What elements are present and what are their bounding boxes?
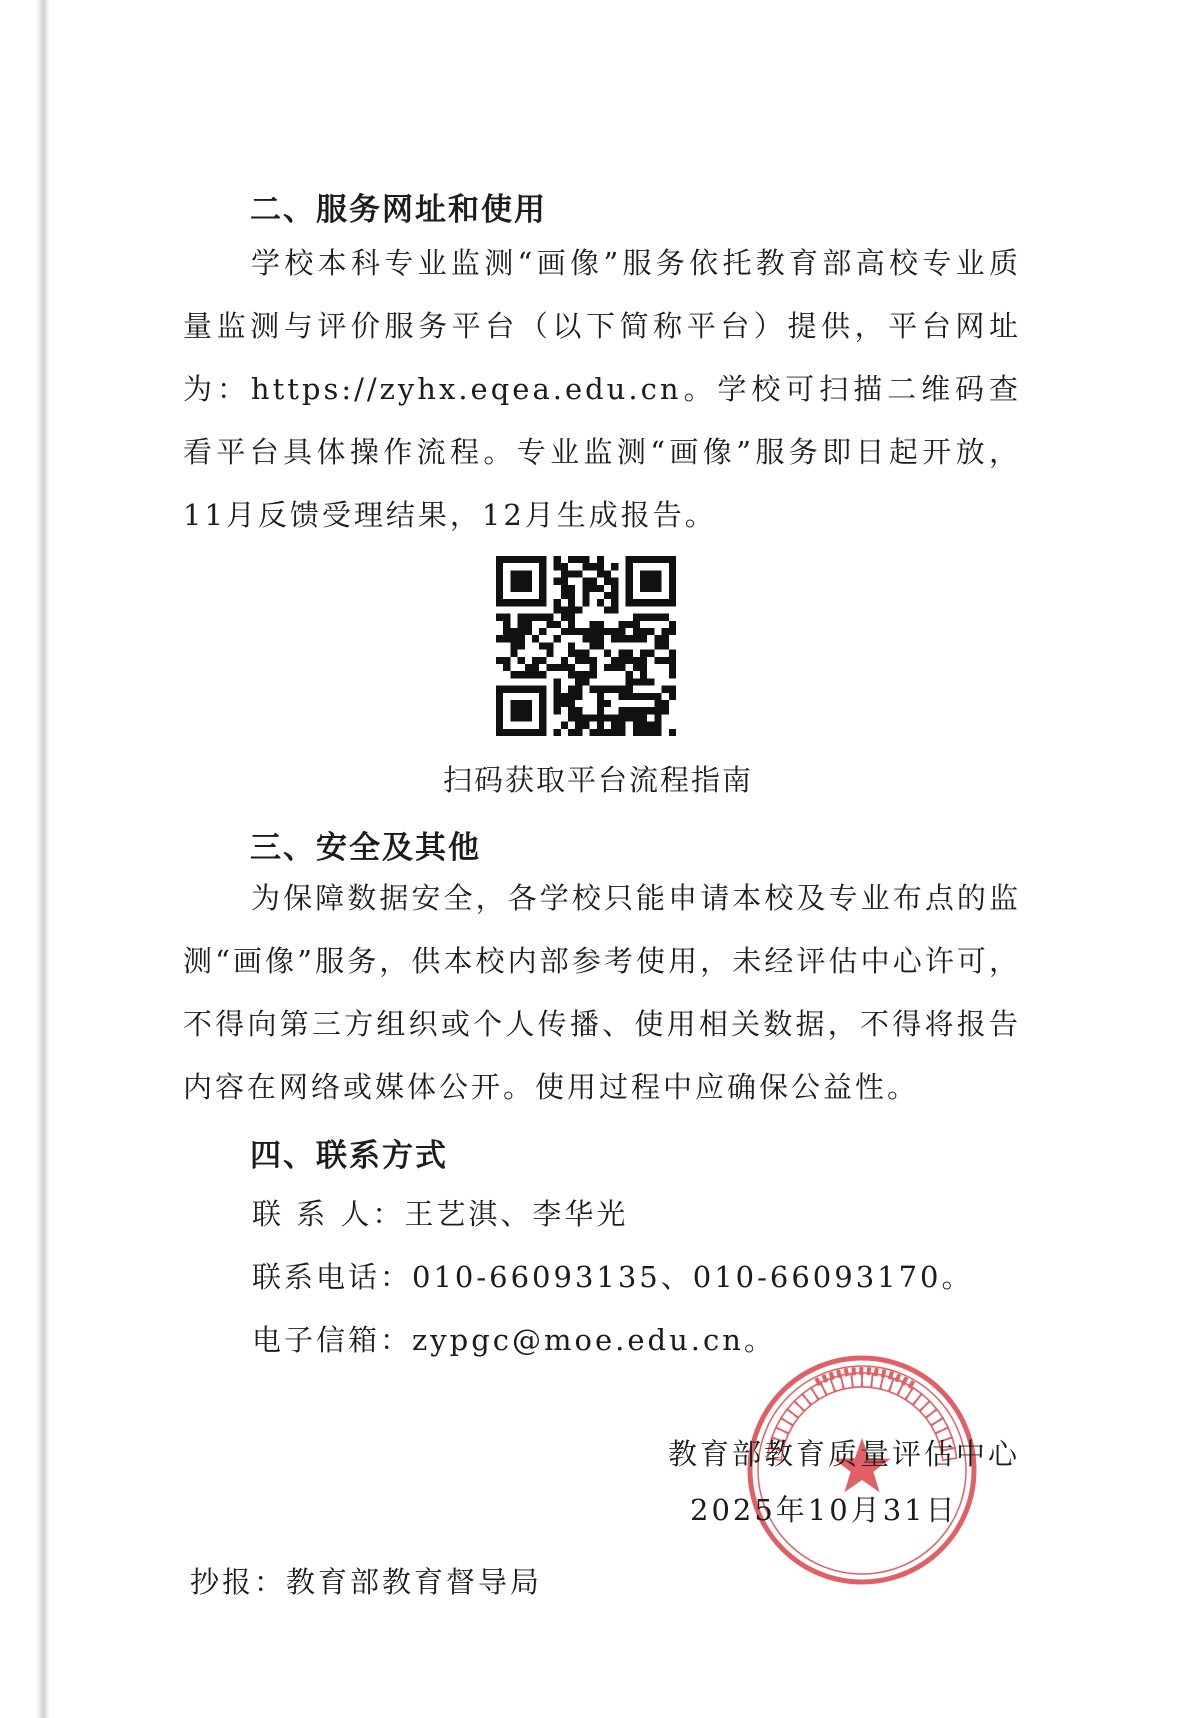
qr-code — [496, 556, 676, 736]
signature-org: 教育部教育质量评估中心 — [668, 1437, 1021, 1471]
contact-phone: 联系电话：010-66093135、010-66093170。 — [252, 1260, 974, 1294]
paragraph-service: 学校本科专业监测“画像”服务依托教育部高校专业质量监测与评价服务平台（以下简称平台）提供，平台网址为：https://zyhx.eqea.edu.cn。学校可扫描二维码查看平台具体操作流程。专业监测“画像”服务即日起开放，11月反馈受理结果，12月生成报告。 — [183, 246, 1021, 532]
section-heading-contact: 四、联系方式 — [250, 1138, 448, 1174]
signature-date: 2025年10月31日 — [690, 1493, 958, 1527]
paragraph-security: 为保障数据安全，各学校只能申请本校及专业布点的监测“画像”服务，供本校内部参考使用，未经评估中心许可，不得向第三方组织或个人传播、使用相关数据，不得将报告内容在网络或媒体公开。使用过程中应确保公益性。 — [183, 881, 1021, 1104]
contact-email: 电子信箱：zypgc@moe.edu.cn。 — [252, 1323, 776, 1357]
section-heading-security: 三、安全及其他 — [250, 830, 481, 866]
contact-person: 联 系 人：王艺淇、李华光 — [252, 1197, 629, 1231]
cc-line: 抄报：教育部教育督导局 — [190, 1565, 543, 1599]
section-heading-service: 二、服务网址和使用 — [250, 192, 547, 228]
qr-caption: 扫码获取平台流程指南 — [443, 763, 754, 797]
